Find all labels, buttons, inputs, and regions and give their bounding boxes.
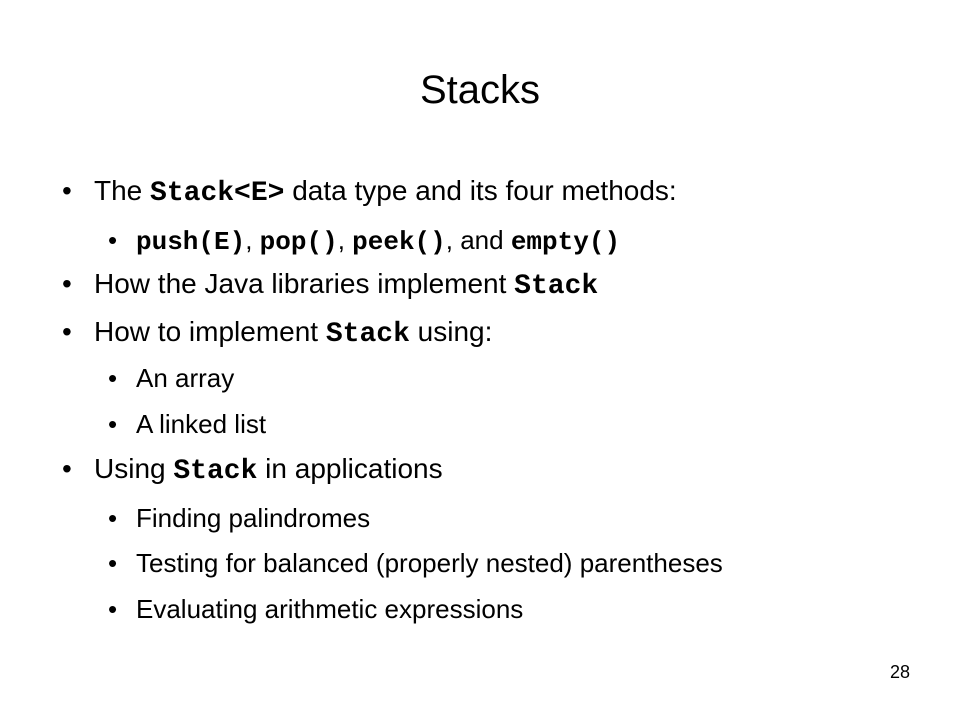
text-run: Using (94, 453, 174, 484)
text-run: Finding palindromes (136, 503, 371, 533)
bullet-stack-type (62, 173, 677, 212)
bullet-text (94, 268, 599, 302)
text-run: , and (445, 225, 511, 255)
bullet-linked-list (108, 406, 266, 442)
text-run: How the Java libraries implement (94, 268, 515, 299)
text-run: , (337, 225, 353, 255)
bullet-text (136, 409, 266, 439)
text-run: , (245, 225, 260, 255)
bullet-marker: • (108, 594, 118, 624)
bullet-implement-stack (62, 314, 492, 353)
bullet-text (94, 316, 493, 350)
bullet-marker: • (62, 175, 72, 206)
bullet-marker: • (108, 363, 118, 393)
text-run: Evaluating arithmetic expressions (136, 594, 524, 624)
bullet-marker: • (108, 503, 118, 533)
bullet-text (136, 548, 723, 578)
bullet-text (94, 453, 443, 487)
code-term: Stack (173, 456, 258, 487)
bullet-text (136, 503, 370, 533)
text-run: The (94, 175, 151, 206)
text-run: data type and its four methods: (284, 175, 677, 206)
bullet-balanced-parentheses (108, 545, 723, 581)
bullet-text (136, 594, 523, 624)
bullet-palindromes (108, 500, 370, 536)
bullet-marker: • (62, 316, 72, 347)
slide-title: Stacks (419, 68, 541, 112)
code-term: empty() (510, 227, 621, 257)
text-run: How to implement (94, 316, 326, 347)
bullet-marker: • (108, 409, 118, 439)
code-term: peek() (352, 227, 446, 257)
code-term: Stack<E> (150, 178, 285, 209)
text-run: A linked list (136, 409, 267, 439)
code-term: push(E) (136, 227, 246, 257)
code-term: Stack (514, 271, 599, 302)
bullet-marker: • (62, 453, 72, 484)
text-run: in applications (257, 453, 443, 484)
text-run: Testing for balanced (properly nested) parentheses (136, 548, 723, 578)
code-term: pop() (259, 227, 338, 257)
bullet-java-libraries (62, 266, 598, 305)
bullet-text (136, 363, 234, 393)
text-run: An array (136, 363, 235, 393)
bullet-arithmetic (108, 591, 523, 627)
text-run: using: (409, 316, 493, 347)
code-term: Stack (325, 319, 410, 350)
bullet-marker: • (108, 548, 118, 578)
bullet-marker: • (62, 268, 72, 299)
bullet-methods (108, 222, 620, 260)
bullet-text (136, 225, 620, 255)
bullet-marker: • (108, 225, 118, 255)
bullet-applications (62, 451, 443, 490)
bullet-array (108, 360, 234, 396)
page-number: 28 (889, 662, 910, 682)
bullet-text (94, 175, 677, 209)
